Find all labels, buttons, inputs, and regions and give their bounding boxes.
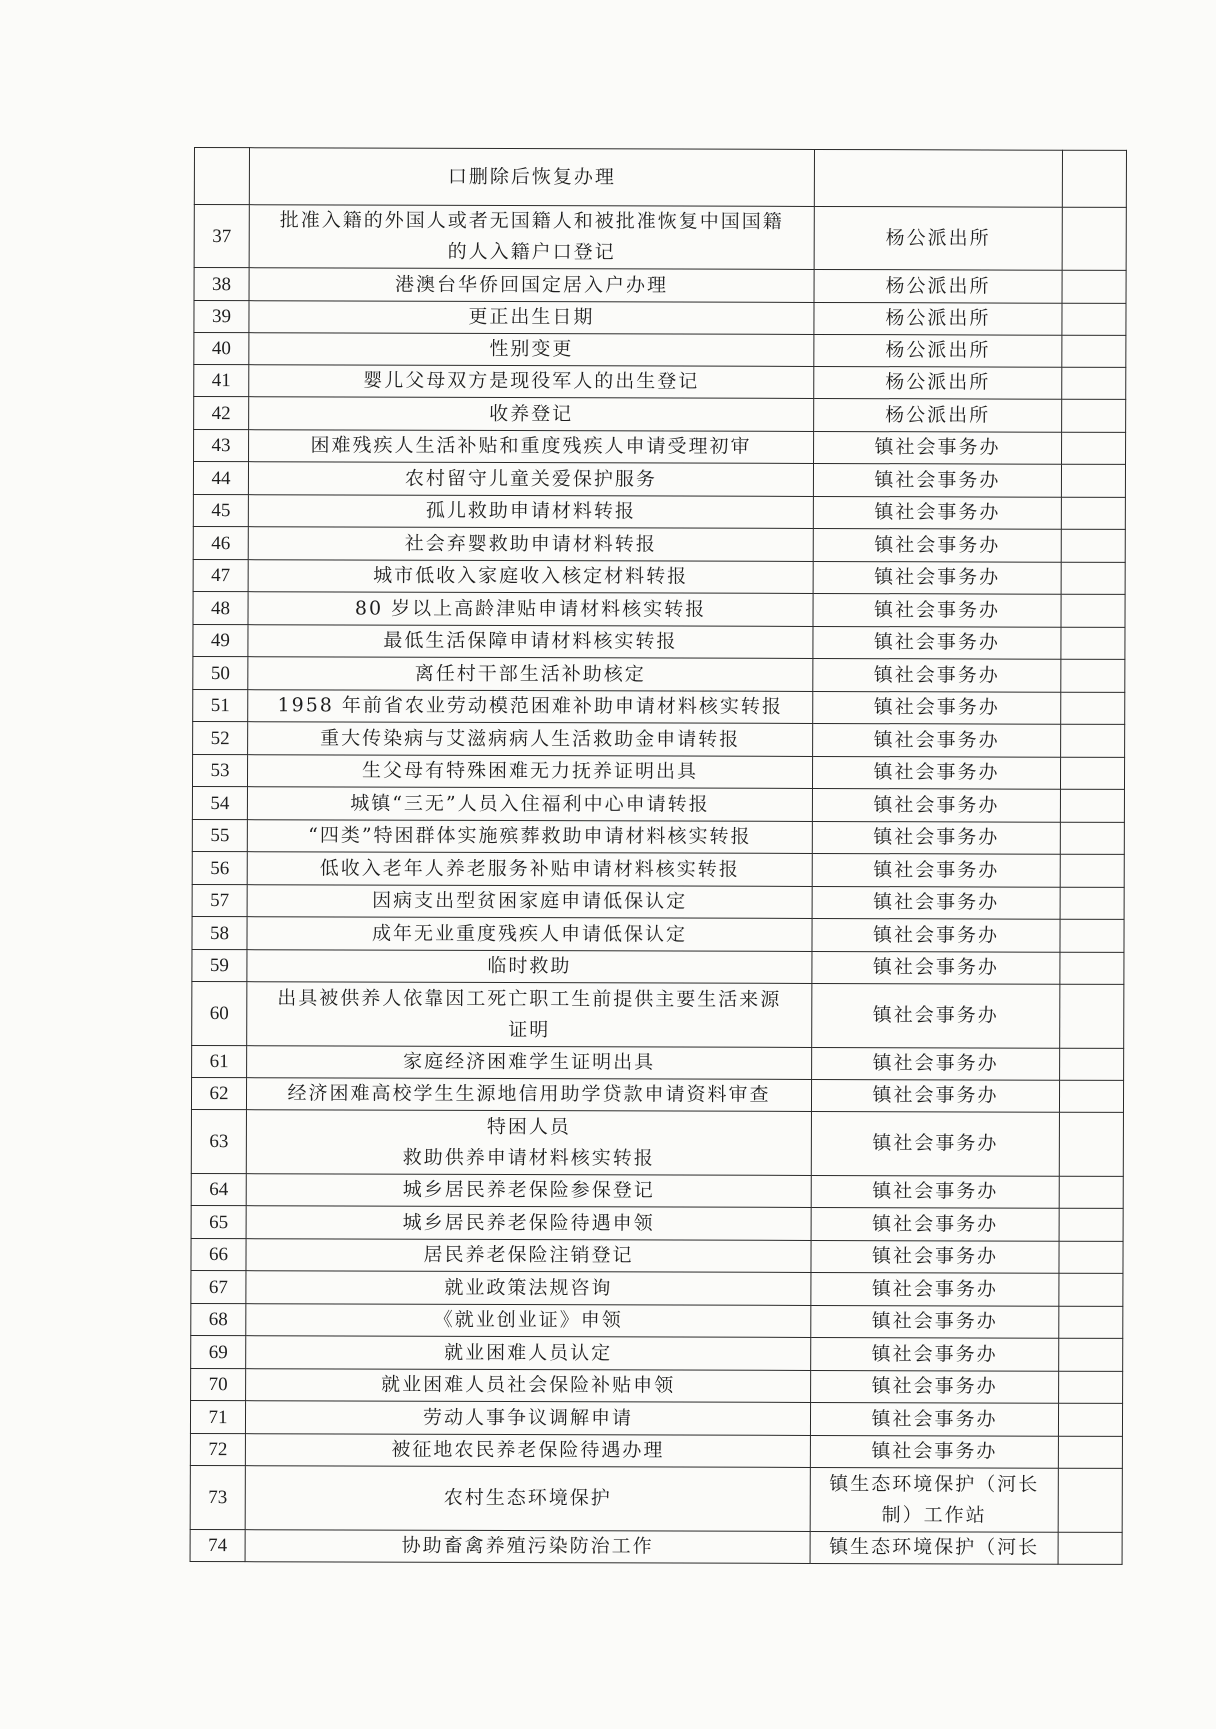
department-line: 镇社会事务办 (873, 631, 1000, 654)
service-item-line: 港澳台华侨回国定居入户办理 (395, 273, 669, 296)
responsible-department (811, 1111, 1059, 1176)
responsible-department (813, 658, 1061, 692)
service-item (247, 820, 812, 854)
row-number: 73 (190, 1465, 245, 1529)
department-line: 杨公派出所 (885, 274, 991, 298)
responsible-department (813, 496, 1061, 529)
remarks-cell (1060, 952, 1124, 984)
remarks-cell (1062, 270, 1126, 303)
responsible-department (813, 463, 1061, 497)
service-item-line: 社会弃婴救助申请材料转报 (404, 532, 657, 555)
service-item-line: “四类”特困群体实施殡葬救助申请材料核实转报 (308, 824, 752, 848)
table-row (194, 365, 1126, 400)
service-item-line: 批准入籍的外国人或者无国籍人和被批准恢复中国国籍 (279, 209, 784, 233)
row-number: 42 (194, 397, 249, 430)
remarks-cell (1062, 367, 1126, 399)
row-number: 52 (193, 721, 248, 754)
service-item (247, 1046, 812, 1080)
remarks-cell (1061, 594, 1125, 627)
responsible-department (812, 918, 1060, 952)
service-item-line: 就业困难人员社会保险补贴申领 (381, 1373, 676, 1397)
department-line: 杨公派出所 (885, 371, 991, 394)
table-row (192, 754, 1124, 789)
remarks-cell (1060, 887, 1124, 919)
responsible-department (812, 853, 1060, 887)
service-item-line: 婴儿父母双方是现役军人的出生登记 (363, 369, 700, 393)
responsible-department (812, 983, 1060, 1048)
service-item (246, 1336, 811, 1371)
department-line: 镇社会事务办 (873, 858, 1000, 882)
service-item-line: 低收入老年人养老服务补贴申请材料核实转报 (319, 856, 740, 881)
table-row (193, 689, 1125, 724)
service-item-line: 经济困难高校学生生源地信用助学贷款申请资料审查 (287, 1082, 771, 1106)
row-number: 46 (193, 526, 248, 559)
service-item-line: 1958 年前省农业劳动模范困难补助申请材料核实转报 (277, 694, 783, 718)
row-number: 66 (191, 1238, 246, 1270)
service-item (249, 430, 814, 464)
remarks-cell (1062, 207, 1126, 270)
table-row (192, 819, 1124, 854)
service-item-line: 农村生态环境保护 (443, 1486, 612, 1510)
remarks-cell (1059, 1208, 1123, 1241)
service-item (249, 148, 814, 207)
remarks-cell (1058, 1403, 1122, 1436)
remarks-cell (1059, 1338, 1123, 1371)
table-row (194, 268, 1126, 304)
service-item-line: 因病支出型贫困家庭申请低保认定 (372, 889, 688, 913)
service-item (247, 787, 812, 822)
row-number: 54 (192, 786, 247, 819)
service-item-line: 生父母有特殊困难无力抚养证明出具 (361, 759, 699, 783)
service-item-line: 居民养老保险注销登记 (423, 1243, 634, 1267)
service-item-line: 家庭经济困难学生证明出具 (403, 1050, 656, 1074)
document-page (190, 147, 1126, 1565)
remarks-cell (1060, 984, 1124, 1048)
row-number: 50 (193, 656, 248, 689)
service-item-line: 协助畜禽养殖污染防治工作 (401, 1534, 654, 1558)
department-line: 镇社会事务办 (873, 663, 1000, 687)
table-row (193, 656, 1125, 692)
responsible-department (812, 788, 1060, 822)
service-item-line: 城乡居民养老保险参保登记 (402, 1178, 655, 1202)
responsible-department (811, 1337, 1059, 1371)
row-number: 41 (194, 365, 249, 397)
row-number: 56 (192, 851, 247, 884)
table-row (193, 559, 1125, 594)
table-row (191, 1173, 1123, 1208)
remarks-cell (1060, 1048, 1124, 1080)
service-item (245, 1401, 810, 1436)
remarks-cell (1061, 724, 1125, 757)
row-number: 61 (192, 1045, 247, 1077)
department-line: 镇社会事务办 (872, 1052, 999, 1075)
service-item (246, 1110, 811, 1176)
service-item (245, 1466, 810, 1532)
service-item (249, 333, 814, 367)
responsible-department (814, 269, 1062, 303)
responsible-department (813, 723, 1061, 757)
responsible-department (814, 398, 1062, 432)
responsible-department (811, 1240, 1059, 1273)
department-line: 镇社会事务办 (872, 1180, 999, 1203)
row-number (194, 148, 249, 205)
department-line: 镇社会事务办 (871, 1342, 998, 1366)
service-item-line: 就业困难人员认定 (444, 1341, 613, 1364)
service-item-line: 特困人员 (486, 1115, 571, 1138)
department-line: 镇社会事务办 (872, 923, 1000, 947)
department-line: 镇社会事务办 (871, 1245, 999, 1268)
service-item (247, 950, 812, 984)
remarks-cell (1062, 399, 1126, 432)
service-item-line: 临时救助 (487, 954, 572, 978)
row-number: 74 (190, 1529, 245, 1561)
service-item-line: 重大传染病与艾滋病病人生活救助金申请转报 (320, 726, 741, 751)
row-number: 43 (194, 430, 249, 462)
service-item (248, 560, 813, 594)
row-number: 51 (193, 689, 248, 721)
service-item (248, 690, 813, 724)
remarks-cell (1060, 854, 1124, 887)
department-line: 镇社会事务办 (874, 533, 1001, 557)
row-number: 68 (191, 1303, 246, 1335)
table-row (191, 1270, 1123, 1306)
service-item-line: 离任村干部生活补助核定 (414, 662, 646, 685)
responsible-department (813, 561, 1061, 594)
service-item-line: 的人入籍户口登记 (447, 240, 616, 264)
row-number: 58 (192, 916, 247, 949)
table-row (191, 1368, 1123, 1403)
table-row (191, 1238, 1123, 1273)
department-line: 镇社会事务办 (873, 826, 1000, 849)
service-item-line: 收养登记 (489, 402, 574, 425)
row-number: 49 (193, 624, 248, 656)
table-row (190, 1400, 1122, 1436)
table-row (192, 786, 1124, 822)
service-item-line: 成年无业重度残疾人申请低保认定 (371, 922, 688, 946)
department-line: 镇社会事务办 (872, 1132, 999, 1155)
table-row (192, 884, 1124, 919)
row-number: 57 (192, 884, 247, 916)
service-item (248, 722, 813, 757)
responsible-department (812, 821, 1060, 854)
responsible-department (812, 1047, 1060, 1080)
service-item-line: 被征地农民养老保险待遇办理 (391, 1438, 665, 1462)
table-row (194, 430, 1126, 465)
table-row (190, 1465, 1122, 1532)
responsible-department (812, 951, 1060, 984)
responsible-department (810, 1435, 1058, 1468)
service-item (248, 462, 813, 497)
department-line: 镇社会事务办 (874, 468, 1001, 492)
department-line: 镇社会事务办 (872, 956, 999, 979)
service-item-line: 救助供养申请材料核实转报 (402, 1146, 655, 1169)
responsible-department (813, 593, 1061, 627)
row-number: 44 (193, 462, 248, 495)
department-line: 镇社会事务办 (871, 1375, 998, 1398)
service-item-line: 最低生活保障申请材料核实转报 (383, 629, 678, 653)
service-items-table (190, 147, 1127, 1565)
remarks-cell (1061, 659, 1125, 692)
responsible-department (810, 1531, 1058, 1564)
service-item (249, 301, 814, 335)
table-row (192, 949, 1124, 984)
table-row (191, 1335, 1123, 1371)
row-number: 37 (194, 205, 249, 268)
row-number: 47 (193, 559, 248, 591)
row-number: 70 (191, 1368, 246, 1400)
row-number: 65 (191, 1205, 246, 1238)
table-row (191, 1303, 1123, 1338)
department-line: 镇社会事务办 (874, 566, 1001, 589)
table-row (193, 462, 1125, 498)
responsible-department (811, 1079, 1059, 1112)
service-item (247, 982, 812, 1048)
remarks-cell (1061, 692, 1125, 724)
department-line: 杨公派出所 (885, 226, 991, 250)
department-line: 镇社会事务办 (873, 891, 1000, 914)
remarks-cell (1058, 1436, 1122, 1468)
service-item-line: 城镇“三无”人员入住福利中心申请转报 (350, 791, 710, 816)
table-row (193, 721, 1125, 757)
remarks-cell (1061, 464, 1125, 497)
table-row (194, 333, 1126, 368)
service-item (249, 365, 814, 399)
service-item (246, 1174, 811, 1208)
department-line: 杨公派出所 (885, 403, 991, 427)
service-item (246, 1206, 811, 1241)
table-row (191, 1109, 1123, 1176)
department-line: 杨公派出所 (885, 339, 991, 362)
remarks-cell (1060, 919, 1124, 952)
service-item (249, 268, 814, 303)
row-number: 69 (191, 1335, 246, 1368)
service-item-line: 城乡居民养老保险待遇申领 (402, 1211, 655, 1234)
table-row (191, 1205, 1123, 1241)
table-row (193, 591, 1125, 627)
row-number: 59 (192, 949, 247, 981)
department-line: 镇社会事务办 (873, 598, 1001, 622)
row-number: 64 (191, 1173, 246, 1205)
service-item (246, 1271, 811, 1306)
row-number: 63 (191, 1109, 246, 1173)
table-row (193, 624, 1125, 659)
service-item (248, 495, 813, 529)
department-line: 镇社会事务办 (874, 436, 1001, 459)
service-item-line: 出具被供养人依靠因工死亡职工生前提供主要生活来源 (277, 986, 782, 1011)
service-item-line: 农村留守儿童关爱保护服务 (404, 467, 657, 490)
row-number: 60 (192, 981, 247, 1045)
responsible-department (810, 1402, 1058, 1436)
responsible-department (814, 149, 1062, 207)
service-item-line: 困难残疾人生活补贴和重度残疾人申请受理初审 (310, 434, 752, 458)
row-number: 38 (194, 268, 249, 301)
table-row (193, 526, 1125, 562)
responsible-department (813, 626, 1061, 659)
remarks-cell (1059, 1176, 1123, 1208)
remarks-cell (1062, 335, 1126, 367)
responsible-department (814, 366, 1062, 399)
responsible-department (811, 1370, 1059, 1403)
service-item-line: 就业政策法规咨询 (444, 1276, 613, 1299)
department-line: 镇生态环境保护（河长 (829, 1536, 1040, 1559)
service-item (245, 1530, 810, 1564)
row-number: 45 (193, 494, 248, 526)
table-row (192, 916, 1124, 952)
department-line: 制）工作站 (881, 1503, 987, 1526)
remarks-cell (1060, 789, 1124, 822)
department-line: 镇社会事务办 (873, 793, 1000, 817)
responsible-department (814, 334, 1062, 367)
department-line: 镇社会事务办 (871, 1440, 998, 1463)
service-item-line: 证明 (508, 1018, 551, 1041)
service-item-line: 80 岁以上高龄津贴申请材料核实转报 (354, 597, 707, 621)
remarks-cell (1059, 1371, 1123, 1403)
remarks-cell (1059, 1241, 1123, 1273)
department-line: 镇社会事务办 (871, 1277, 998, 1301)
table-row (190, 1529, 1122, 1564)
remarks-cell (1062, 303, 1126, 335)
responsible-department (812, 886, 1060, 919)
row-number: 40 (194, 333, 249, 365)
department-line: 镇社会事务办 (872, 1004, 999, 1027)
service-item (247, 917, 812, 952)
service-item (248, 625, 813, 659)
service-item (246, 1239, 811, 1273)
service-item (248, 592, 813, 627)
department-line: 镇社会事务办 (874, 501, 1001, 524)
table-row (193, 494, 1125, 529)
row-number: 67 (191, 1270, 246, 1303)
remarks-cell (1062, 432, 1126, 464)
remarks-cell (1061, 497, 1125, 529)
remarks-cell (1058, 1468, 1122, 1532)
table-row (194, 301, 1126, 336)
service-item (248, 657, 813, 692)
service-item-line: 性别变更 (489, 337, 574, 361)
department-line: 镇社会事务办 (871, 1310, 998, 1333)
table-row (192, 981, 1124, 1048)
remarks-cell (1061, 562, 1125, 594)
department-line: 杨公派出所 (885, 307, 991, 330)
service-item-line: 城市低收入家庭收入核定材料转报 (373, 564, 689, 588)
responsible-department (811, 1207, 1059, 1241)
row-number: 48 (193, 591, 248, 624)
remarks-cell (1059, 1112, 1123, 1176)
department-line: 镇社会事务办 (872, 1084, 999, 1107)
responsible-department (814, 431, 1062, 464)
service-item (249, 397, 814, 432)
responsible-department (811, 1175, 1059, 1208)
responsible-department (813, 528, 1061, 562)
service-item (246, 1078, 811, 1112)
responsible-department (811, 1272, 1059, 1306)
remarks-cell (1060, 822, 1124, 854)
table-row (194, 397, 1126, 433)
service-item (248, 527, 813, 562)
department-line: 镇社会事务办 (871, 1407, 998, 1431)
remarks-cell (1061, 627, 1125, 659)
row-number: 39 (194, 301, 249, 333)
department-line: 镇社会事务办 (873, 728, 1000, 752)
remarks-cell (1060, 757, 1124, 789)
row-number: 71 (190, 1400, 245, 1433)
responsible-department (810, 1467, 1058, 1532)
remarks-cell (1062, 150, 1126, 207)
service-item (246, 1369, 811, 1403)
responsible-department (814, 302, 1062, 335)
remarks-cell (1059, 1273, 1123, 1306)
service-item-line: 更正出生日期 (468, 305, 595, 329)
table-row (192, 1045, 1124, 1080)
row-number: 62 (191, 1077, 246, 1109)
row-number: 55 (192, 819, 247, 851)
service-item (247, 885, 812, 919)
service-item-line: 孤儿救助申请材料转报 (425, 499, 636, 523)
responsible-department (814, 206, 1062, 270)
service-item (247, 755, 812, 789)
service-item (249, 205, 814, 270)
remarks-cell (1059, 1306, 1123, 1338)
department-line: 镇社会事务办 (873, 696, 1000, 719)
table-row (190, 1433, 1122, 1468)
department-line: 镇生态环境保护（河长 (829, 1472, 1040, 1496)
table-row (192, 851, 1124, 887)
service-item-line: 劳动人事争议调解申请 (422, 1406, 634, 1429)
table-row (191, 1077, 1123, 1112)
department-line: 镇社会事务办 (872, 1212, 999, 1236)
responsible-department (811, 1305, 1059, 1338)
row-number: 72 (190, 1433, 245, 1465)
responsible-department (813, 691, 1061, 724)
remarks-cell (1059, 1080, 1123, 1112)
service-item (246, 1304, 811, 1338)
service-item (245, 1434, 810, 1468)
table-row (194, 205, 1126, 271)
table-body (190, 148, 1126, 1565)
responsible-department (812, 756, 1060, 789)
service-item (247, 852, 812, 887)
remarks-cell (1061, 529, 1125, 562)
remarks-cell (1058, 1532, 1122, 1564)
table-row (194, 148, 1126, 208)
department-line: 镇社会事务办 (873, 761, 1000, 784)
service-item-line: 《就业创业证》申领 (433, 1308, 623, 1332)
service-item-line: 口删除后恢复办理 (447, 165, 616, 188)
row-number: 53 (192, 754, 247, 786)
